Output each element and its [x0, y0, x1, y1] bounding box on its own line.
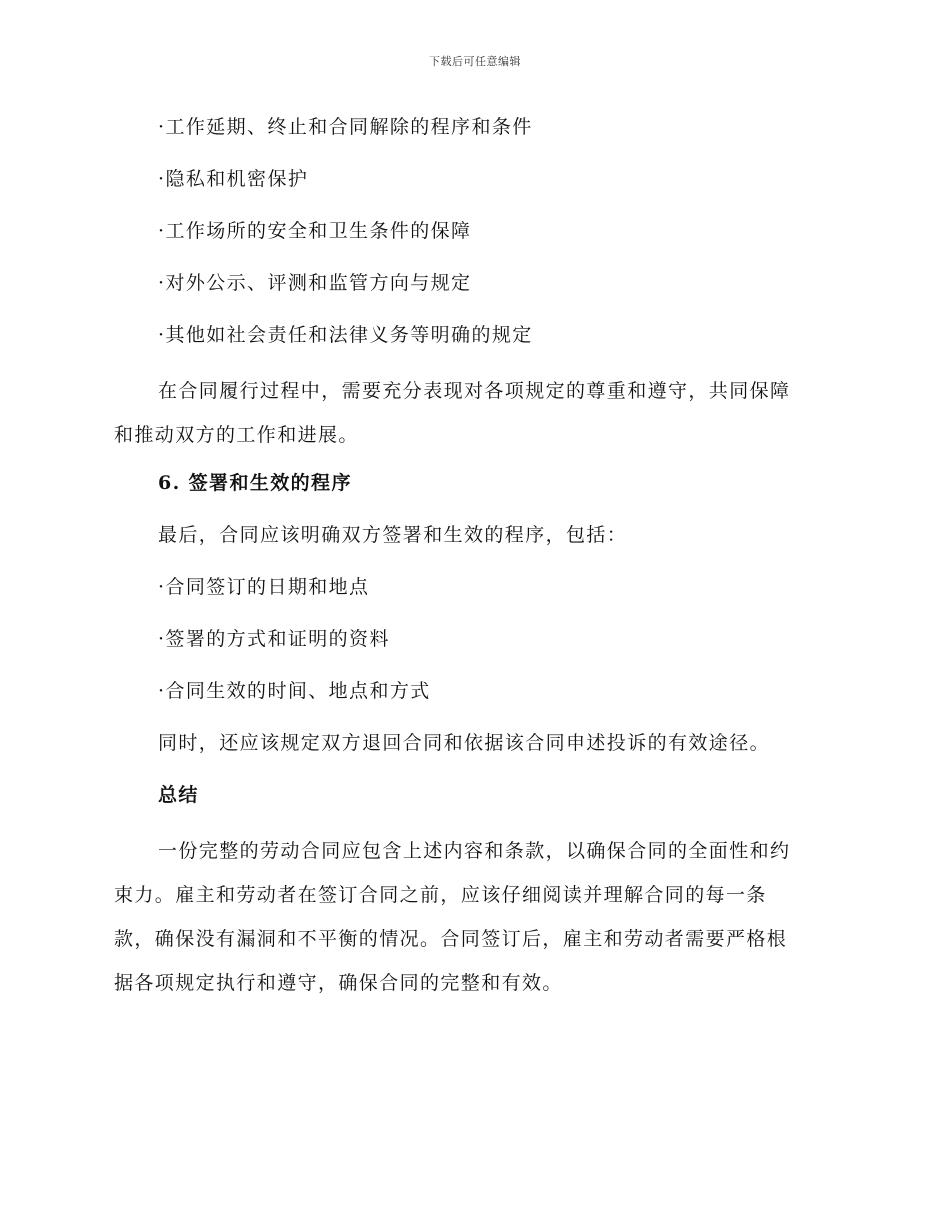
section-heading-signing: 6. 签署和生效的程序	[158, 472, 352, 494]
paragraph-summary	[114, 829, 834, 1005]
list-item: ·合同签订的日期和地点	[158, 576, 370, 598]
section-outro: 同时，还应该规定双方退回合同和依据该合同申述投诉的有效途径。	[158, 732, 771, 754]
list-item: ·合同生效的时间、地点和方式	[158, 680, 431, 702]
paragraph-line: 在合同履行过程中，需要充分表现对各项规定的尊重和遵守，共同保障	[158, 380, 791, 402]
paragraph-line: 一份完整的劳动合同应包含上述内容和条款，以确保合同的全面性和约	[158, 840, 791, 862]
paragraph-line: 款，确保没有漏洞和不平衡的情况。合同签订后，雇主和劳动者需要严格根	[114, 928, 788, 950]
paragraph-line: 据各项规定执行和遵守，确保合同的完整和有效。	[114, 972, 563, 994]
list-item: ·其他如社会责任和法律义务等明确的规定	[158, 324, 533, 346]
list-item: ·工作场所的安全和卫生条件的保障	[158, 220, 472, 242]
document-body	[114, 109, 834, 1013]
list-item: ·对外公示、评测和监管方向与规定	[158, 272, 472, 294]
list-item: ·签署的方式和证明的资料	[158, 628, 390, 650]
paragraph-line: 和推动双方的工作和进展。	[114, 424, 359, 446]
list-item: ·隐私和机密保护	[158, 168, 309, 190]
page-header: 下载后可任意编辑	[429, 55, 521, 68]
list-item: ·工作延期、终止和合同解除的程序和条件	[158, 116, 533, 138]
section-intro: 最后，合同应该明确双方签署和生效的程序，包括：	[158, 524, 628, 546]
paragraph-line: 束力。雇主和劳动者在签订合同之前，应该仔细阅读并理解合同的每一条	[114, 884, 767, 906]
section-heading-summary: 总结	[158, 784, 199, 806]
paragraph-compliance	[114, 369, 834, 457]
